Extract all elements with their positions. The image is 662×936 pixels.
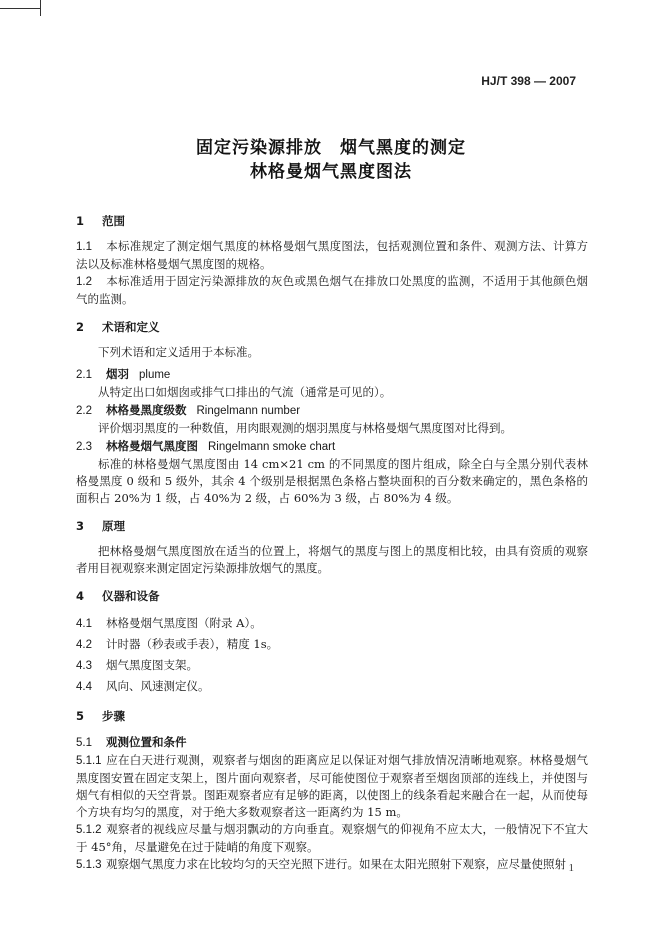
- definition-2-2: [76, 401, 588, 420]
- clause-number: 5.1: [76, 737, 92, 749]
- clause-number: 1.1: [76, 241, 92, 253]
- section-title: 范围: [102, 214, 125, 228]
- definition-2-3: [76, 437, 588, 456]
- clause-text: 烟气黑度图支架。: [106, 658, 198, 672]
- clause-number: 5.1.3: [76, 859, 102, 871]
- clause-text: 观察烟气黑度力求在比较均匀的天空光照下进行。如果在太阳光照射下观察，应尽量使照射: [106, 857, 566, 871]
- crop-mark: [0, 0, 44, 16]
- clause-text: 观察者的视线应尽量与烟羽飘动的方向垂直。观察烟气的仰视角不应太大，一般情况下不宜大于 45°角，尽量避免在过于陡峭的角度下观察。: [76, 822, 588, 854]
- clause-number: 2.3: [76, 441, 92, 453]
- clause-number: 5.1.2: [76, 824, 102, 836]
- section-number: 2: [76, 320, 85, 334]
- list-item: [76, 634, 588, 655]
- clause-number: 5.1.1: [76, 755, 102, 767]
- clause-5-1-2: [76, 821, 588, 856]
- subsection-heading-5-1: [76, 733, 588, 752]
- clause-5-1-1: [76, 752, 588, 821]
- section-heading-3: [76, 517, 588, 535]
- clause-1-2: [76, 273, 588, 308]
- document-title-line1: 固定污染源排放 烟气黑度的测定: [196, 138, 466, 158]
- crop-mark-vertical: [40, 0, 41, 16]
- document-body: [76, 202, 588, 874]
- list-item: [76, 613, 588, 634]
- definition-text: 从特定出口如烟囱或排气口排出的气流（通常是可见的）。: [98, 385, 392, 399]
- section-title: 术语和定义: [102, 320, 160, 334]
- section-heading-1: [76, 212, 588, 230]
- clause-1-1: [76, 238, 588, 273]
- clause-text: 计时器（秒表或手表），精度 1s。: [106, 637, 279, 651]
- principle-text: 把林格曼烟气黑度图放在适当的位置上，将烟气的黑度与图上的黑度相比较，由具有资质的观察者用目视观察来测定固定污染源排放烟气的黑度。: [76, 544, 588, 575]
- term-en: Ringelmann smoke chart: [208, 441, 336, 453]
- section-heading-2: [76, 318, 588, 336]
- page-number: 1: [568, 862, 574, 874]
- standard-code: HJ/T 398 — 2007: [481, 74, 576, 88]
- clause-5-1-3: [76, 856, 588, 874]
- section-heading-5: [76, 707, 588, 725]
- clause-number: 2.1: [76, 369, 92, 381]
- clause-text: 本标准适用于固定污染源排放的灰色或黑色烟气在排放口处黑度的监测，不适用于其他颜色烟气的监测。: [76, 274, 588, 306]
- term-zh: 林格曼烟气黑度图: [106, 439, 198, 453]
- section-number: 1: [76, 214, 85, 228]
- definition-text: 评价烟羽黑度的一种数值，用肉眼观测的烟羽黑度与林格曼烟气黑度图对比得到。: [98, 421, 512, 435]
- term-zh: 烟羽: [106, 367, 129, 381]
- section-title: 步骤: [102, 709, 125, 723]
- section-number: 5: [76, 709, 85, 723]
- section-intro: 下列术语和定义适用于本标准。: [98, 345, 259, 359]
- section-number: 4: [76, 589, 85, 603]
- clause-number: 4.3: [76, 660, 92, 672]
- clause-number: 2.2: [76, 405, 92, 417]
- list-item: [76, 676, 588, 697]
- clause-number: 1.2: [76, 276, 92, 288]
- section-title: 原理: [102, 519, 125, 533]
- list-item: [76, 655, 588, 676]
- section-title: 仪器和设备: [102, 589, 160, 603]
- clause-number: 4.1: [76, 618, 92, 630]
- term-en: plume: [139, 369, 171, 381]
- clause-number: 4.4: [76, 681, 92, 693]
- section-number: 3: [76, 519, 85, 533]
- definition-text: 标准的林格曼烟气黑度图由 14 cm×21 cm 的不同黑度的图片组成，除全白与全黑分别代表林格曼黑度 0 级和 5 级外，其余 4 个级别是根据黑色条格占整块面积的百分数来确定的，黑色条格的面积占 20%为 1 级，占 40%为 2 级，占 60%为 3 级，占 80%为 4 级。: [76, 457, 588, 505]
- term-en: Ringelmann number: [196, 405, 301, 417]
- clause-number: 4.2: [76, 639, 92, 651]
- document-title-line2: 林格曼烟气黑度图法: [250, 162, 412, 182]
- definition-2-1: [76, 365, 588, 384]
- clause-text: 林格曼烟气黑度图（附录 A）。: [106, 616, 262, 630]
- subsection-title: 观测位置和条件: [106, 735, 187, 749]
- crop-mark-horizontal: [0, 8, 40, 9]
- clause-text: 风向、风速测定仪。: [106, 679, 210, 693]
- clause-text: 应在白天进行观测，观察者与烟囱的距离应足以保证对烟气排放情况清晰地观察。林格曼烟气黑度图安置在固定支架上，图片面向观察者，尽可能使图位于观察者至烟囱顶部的连线上，并使图与烟气有相似的天空背景。图距观察者应有足够的距离，以使图上的线条看起来融合在一起，从而使每个方块有均匀的黑度，对于绝大多数观察者这一距离约为 15 m。: [76, 753, 588, 819]
- clause-text: 本标准规定了测定烟气黑度的林格曼烟气黑度图法，包括观测位置和条件、观测方法、计算方法以及标准林格曼烟气黑度图的规格。: [76, 239, 588, 271]
- section-heading-4: [76, 587, 588, 605]
- term-zh: 林格曼黑度级数: [106, 403, 187, 417]
